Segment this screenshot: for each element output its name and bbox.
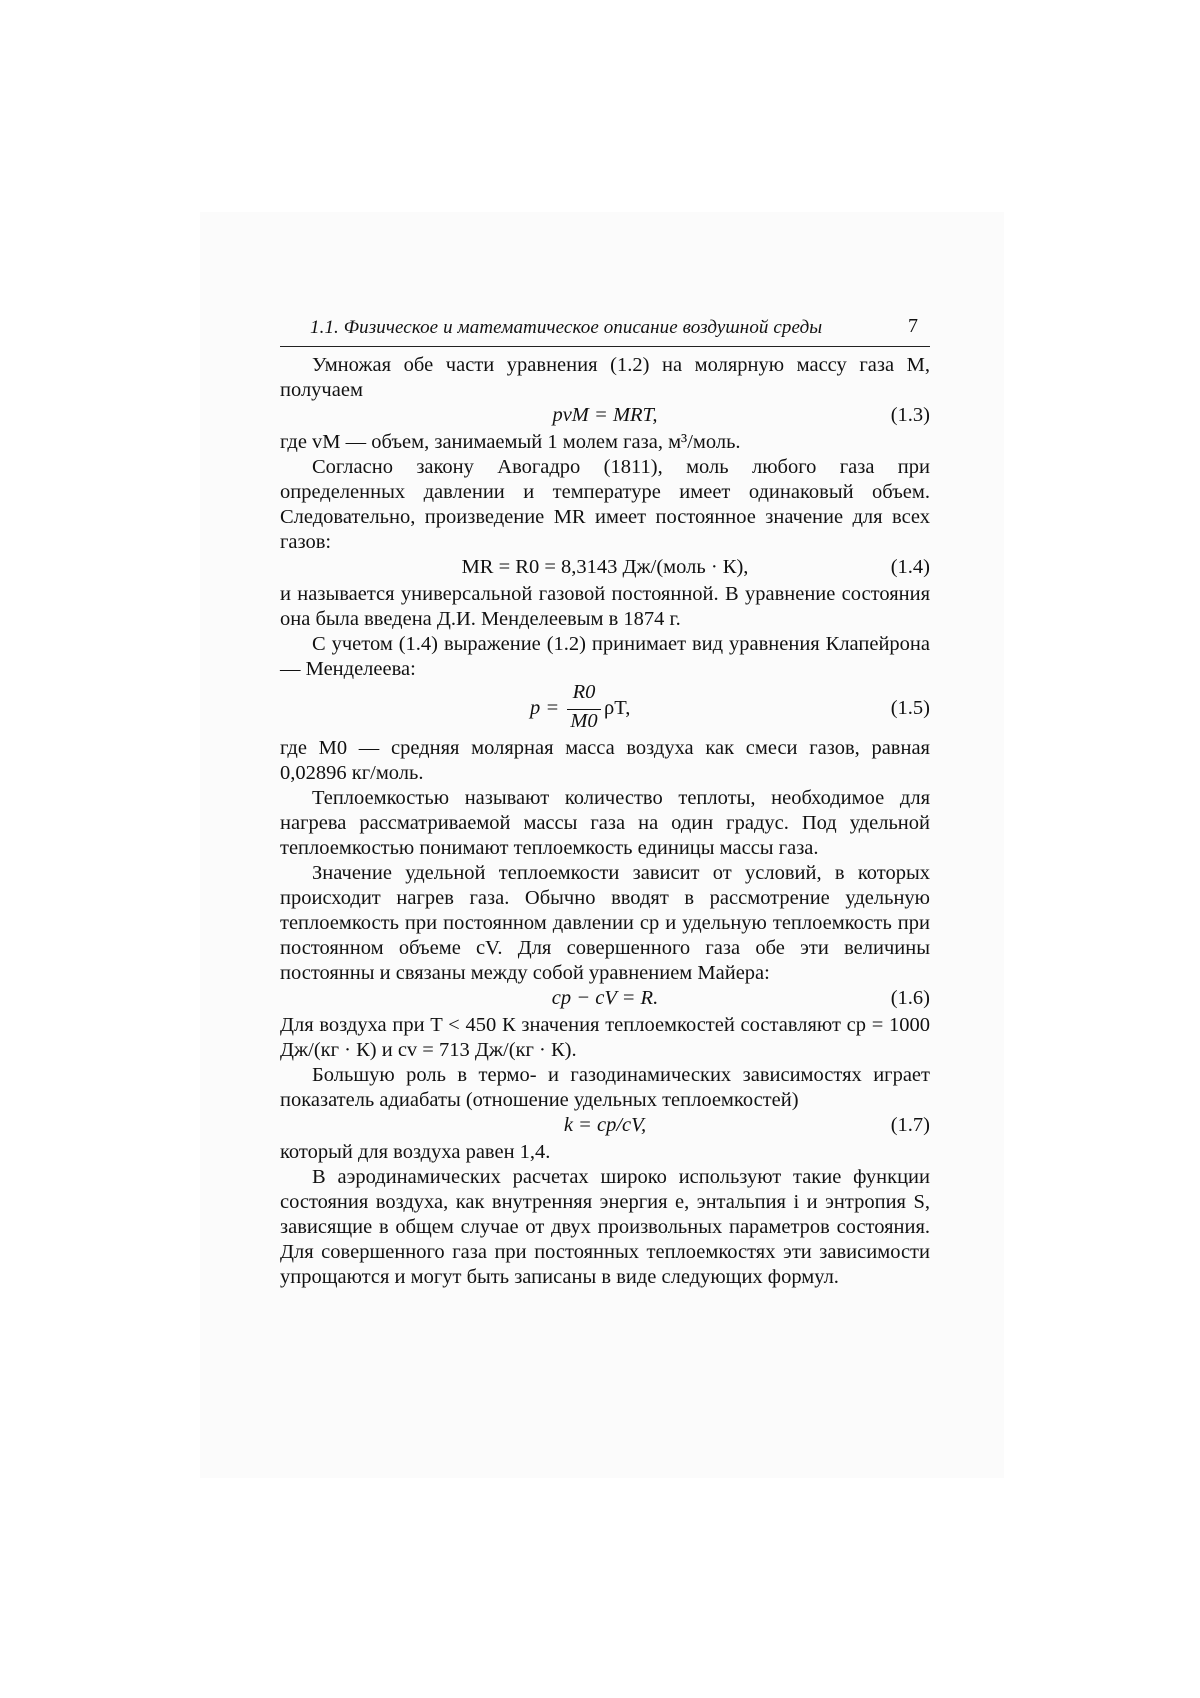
book-page <box>280 310 930 1290</box>
equation-1-7 <box>280 1113 930 1140</box>
paragraph: где M0 — средняя молярная масса воздуха как смеси газов, равная 0,02896 кг/моль. <box>280 737 930 784</box>
paragraph: С учетом (1.4) выражение (1.2) принимает вид уравнения Клапейрона — Менделеева: <box>280 633 930 680</box>
paragraph: Для воздуха при T < 450 К значения теплоемкостей составляют cp = 1000 Дж/(кг · К) и cv = 713 Дж/(кг · К). <box>280 1014 930 1061</box>
equation-number: (1.7) <box>890 1114 930 1136</box>
fraction-denominator: M0 <box>570 710 598 732</box>
equation-1-4 <box>280 555 930 582</box>
paragraph: Умножая обе части уравнения (1.2) на молярную массу газа M, получаем <box>280 354 930 401</box>
paragraph: который для воздуха равен 1,4. <box>280 1141 551 1163</box>
fraction-numerator: R0 <box>572 681 596 703</box>
equation-number: (1.4) <box>890 556 930 578</box>
running-header <box>280 310 930 347</box>
equation-number: (1.3) <box>890 404 930 426</box>
equation-body: k = cp/cV, <box>563 1114 647 1136</box>
paragraph: где vM — объем, занимаемый 1 молем газа, м³/моль. <box>280 431 741 453</box>
equation-lhs: p = <box>530 697 560 719</box>
header-title: 1.1. Физическое и математическое описание воздушной среды <box>310 317 823 338</box>
paragraph: Согласно закону Авогадро (1811), моль любого газа при определенных давлении и температуре имеет одинаковый объем. Следовательно, произведение MR имеет постоянное значение для всех газов: <box>280 456 930 553</box>
paragraph: и называется универсальной газовой постоянной. В уравнение состояния она была введена Д.И. Менделеевым в 1874 г. <box>280 583 930 630</box>
equation-1-6 <box>280 986 930 1013</box>
page-number: 7 <box>908 315 918 337</box>
equation-number: (1.6) <box>890 987 930 1009</box>
equation-1-3 <box>280 403 930 430</box>
equation-rhs: ρT, <box>604 697 631 719</box>
equation-1-5 <box>280 682 930 736</box>
paragraph: Теплоемкостью называют количество теплоты, необходимое для нагрева рассматриваемой массы газа на один градус. Под удельной теплоемкостью понимают теплоемкость единицы массы газа. <box>280 787 930 859</box>
equation-body: MR = R0 = 8,3143 Дж/(моль · К), <box>461 556 749 578</box>
equation-body: pvM = MRT, <box>552 404 658 426</box>
fraction-expression <box>530 682 670 736</box>
paragraph: Значение удельной теплоемкости зависит от условий, в которых происходит нагрев газа. Обычно вводят в рассмотрение удельную теплоемкость при постоянном давлении cp и удельную теплоемкость при постоянном объеме cV. Для совершенного газа обе эти величины постоянны и связаны между собой уравнением Майера: <box>280 862 930 984</box>
paragraph: Большую роль в термо- и газодинамических зависимостях играет показатель адиабаты (отношение удельных теплоемкостей) <box>280 1064 930 1111</box>
equation-number: (1.5) <box>890 697 930 719</box>
paragraph: В аэродинамических расчетах широко используют такие функции состояния воздуха, как внутренняя энергия e, энтальпия i и энтропия S, зависящие в общем случае от двух произвольных параметров состояния. Для совершенного газа при постоянных теплоемкостях эти зависимости упрощаются и могут быть записаны в виде следующих формул. <box>280 1166 930 1288</box>
equation-body: cp − cV = R. <box>551 987 659 1009</box>
